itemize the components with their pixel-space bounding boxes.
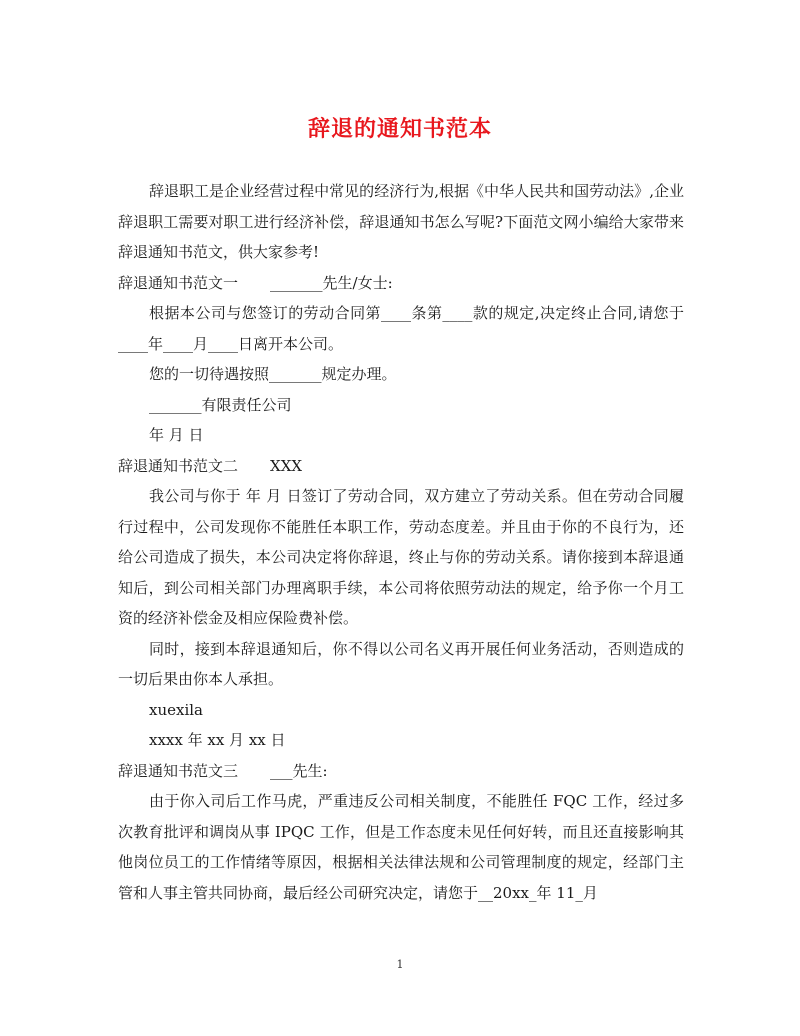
- sample1-body1: 根据本公司与您签订的劳动合同第____条第____款的规定,决定终止合同,请您于____年____月____日离开本公司。: [118, 304, 684, 353]
- sample2-body1: 我公司与你于 年 月 日签订了劳动合同，双方建立了劳动关系。但在劳动合同履行过程中，公司发现你不能胜任本职工作，劳动态度差。并且由于你的不良行为，还给公司造成了损失，本公司决定将你辞退，终止与你的劳动关系。请你接到本辞退通知后，到公司相关部门办理离职手续，本公司将依照劳动法的规定，给予你一个月工资的经济补偿金及相应保险费补偿。: [118, 487, 684, 627]
- sample1-body2: 您的一切待遇按照_______规定办理。: [149, 365, 397, 383]
- sample1-date: 年 月 日: [149, 426, 204, 444]
- sample3-salutation: ___先生:: [270, 761, 328, 780]
- sample2-body2: 同时，接到本辞退通知后，你不得以公司名义再开展任何业务活动，否则造成的一切后果由你本人承担。: [118, 639, 684, 688]
- sample2-date: xxxx 年 xx 月 xx 日: [149, 731, 286, 749]
- sample2-heading: 辞退通知书范文二: [118, 456, 239, 475]
- sample1-heading-line: [118, 268, 684, 299]
- sample2-salutation: XXX: [270, 456, 303, 475]
- sample3-heading: 辞退通知书范文三: [118, 761, 239, 780]
- page-number: 1: [396, 958, 404, 971]
- sample2-heading-line: [118, 451, 684, 482]
- document-title: 辞退的通知书范本: [307, 116, 492, 142]
- sample3-heading-line: [118, 756, 684, 787]
- sample3-body1: 由于你入司后工作马虎，严重违反公司相关制度，不能胜任 FQC 工作，经过多次教育批评和调岗从事 IPQC 工作，但是工作态度未见任何好转，而且还直接影响其他岗位员工的工作情绪等原因，根据相关法律法规和公司管理制度的规定，经部门主管和人事主管共同协商，最后经公司研究决定，请您于__20xx_年 11_月: [118, 792, 684, 902]
- sample1-heading: 辞退通知书范文一: [118, 273, 239, 292]
- sample1-salutation: _______先生/女士:: [270, 273, 393, 292]
- sample2-signature: xuexila: [149, 700, 203, 719]
- intro-paragraph: 辞退职工是企业经营过程中常见的经济行为,根据《中华人民共和国劳动法》,企业辞退职工需要对职工进行经济补偿，辞退通知书怎么写呢?下面范文网小编给大家带来辞退通知书范文，供大家参考!: [118, 182, 684, 261]
- sample1-company: _______有限责任公司: [149, 395, 292, 414]
- document-body: [118, 176, 684, 908]
